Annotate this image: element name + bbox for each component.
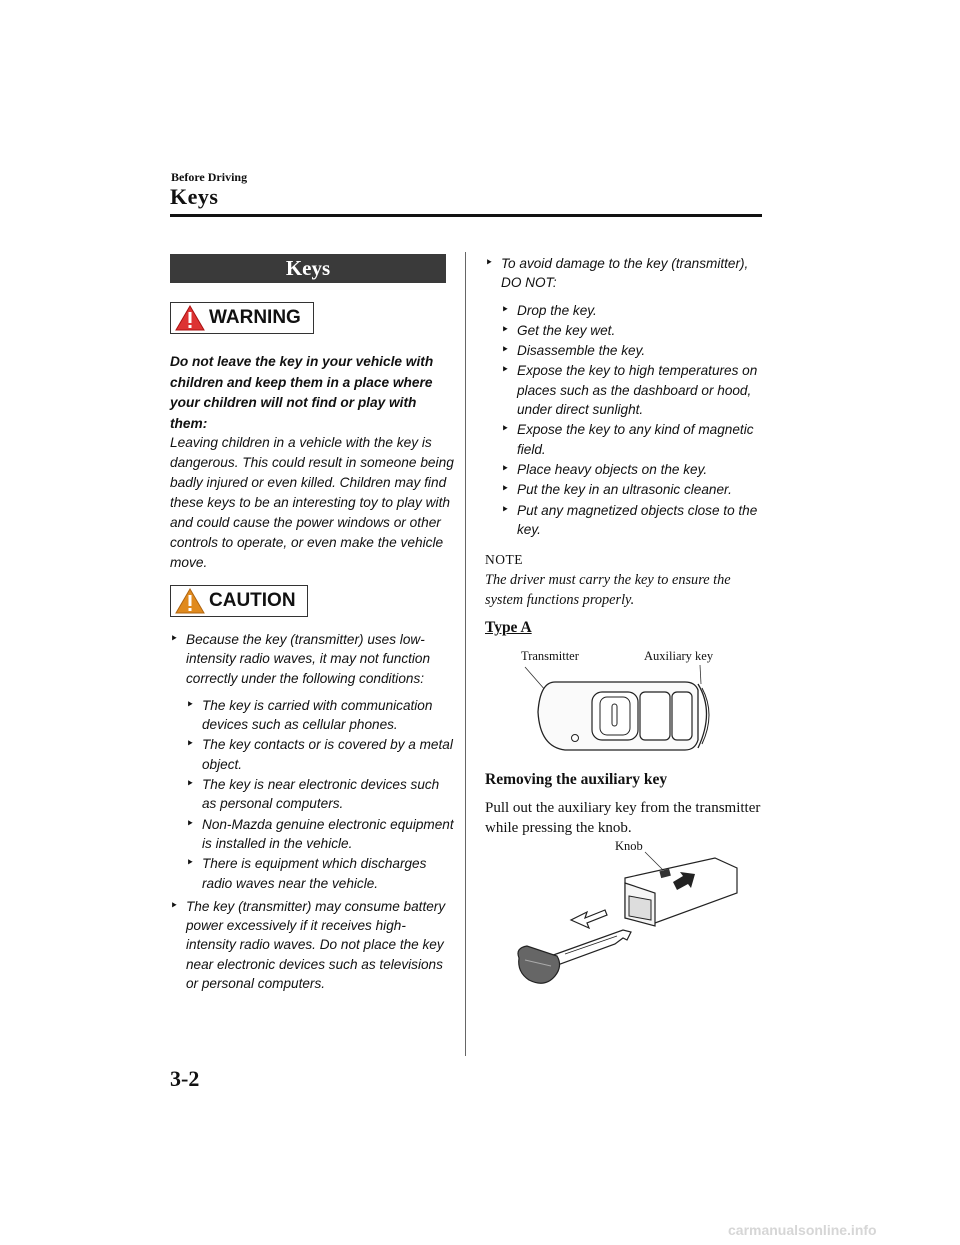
knob-label: Knob [615, 839, 643, 853]
column-divider [465, 252, 466, 1056]
warning-label [170, 302, 314, 334]
header-divider [170, 214, 762, 217]
note-text: The driver must carry the key to ensure the system functions properly. [485, 572, 731, 608]
warning-label-text: WARNING [209, 307, 301, 328]
type-a-heading: Type A [485, 619, 532, 636]
list-item: ‣ The key is near electronic devices such as personal computers. [186, 775, 455, 814]
note-label: NOTE [485, 552, 523, 567]
page-title: Keys [170, 184, 219, 209]
section-title: Keys [170, 254, 446, 283]
chapter-label: Before Driving [171, 170, 248, 184]
list-item: ‣ Drop the key. [501, 301, 770, 320]
removing-text: Pull out the auxiliary key from the transmitter while pressing the knob. [485, 800, 761, 836]
caution-list-left [170, 630, 455, 994]
auxiliary-key-label: Auxiliary key [644, 649, 714, 663]
transmitter-label: Transmitter [521, 649, 579, 663]
auxiliary-key-removal-illustration [505, 848, 740, 998]
list-item: ‣ Disassemble the key. [501, 341, 770, 360]
key-fob-illustration [520, 662, 720, 757]
list-item: ‣ Expose the key to high temperatures on places such as the dashboard or hood, under direct sunlight. [501, 361, 770, 419]
removing-heading: Removing the auxiliary key [485, 771, 668, 788]
warning-body: Leaving children in a vehicle with the key is dangerous. This could result in someone being badly injured or even killed. Children may find these keys to be an interesting toy to play with and could cause the power windows or other controls to operate, or even make the vehicle move. [170, 435, 454, 570]
list-item: ‣ Get the key wet. [501, 321, 770, 340]
list-item: ‣ Place heavy objects on the key. [501, 460, 770, 479]
list-item: ‣ Put any magnetized objects close to the key. [501, 501, 770, 540]
caution-list-right [485, 254, 770, 543]
list-item: ‣ The key contacts or is covered by a metal object. [186, 735, 455, 774]
caution-label-text: CAUTION [209, 590, 296, 611]
caution-triangle-icon [175, 588, 205, 614]
list-item: ‣ Because the key (transmitter) uses low-intensity radio waves, it may not function correctly under the following conditions: ‣ The key is carried with communication devices such as cellular phones. ‣ The key contacts or is covered by a metal object. ‣ The key is near electronic devices such as personal computers. ‣ Non-Mazda genuine electronic equipment is installed in the vehicle. ‣ There is equipment which discharges radio waves near the vehicle. [170, 630, 455, 893]
list-item: ‣ To avoid damage to the key (transmitter), DO NOT: ‣ Drop the key. ‣ Get the key wet. ‣ Disassemble the key. ‣ Expose the key to high temperatures on places such as the dashboard or hood, under direct sunlight. ‣ Expose the key to any kind of magnetic field. ‣ Place heavy objects on the key. ‣ Put the key in an ultrasonic cleaner. ‣ Put any magnetized objects close to the key. [485, 254, 770, 539]
list-item: ‣ The key is carried with communication devices such as cellular phones. [186, 696, 455, 735]
list-item: ‣ There is equipment which discharges radio waves near the vehicle. [186, 854, 455, 893]
warning-heading: Do not leave the key in your vehicle with children and keep them in a place where your children will not find or play with them: [170, 354, 434, 431]
caution-label [170, 585, 308, 617]
list-item: ‣ The key (transmitter) may consume battery power excessively if it receives high-intensity radio waves. Do not place the key near electronic devices such as televisions or personal computers. [170, 897, 455, 993]
list-item: ‣ Non-Mazda genuine electronic equipment is installed in the vehicle. [186, 815, 455, 854]
watermark: carmanualsonline.info [728, 1222, 877, 1238]
list-item: ‣ Put the key in an ultrasonic cleaner. [501, 480, 770, 499]
list-item: ‣ Expose the key to any kind of magnetic field. [501, 420, 770, 459]
warning-triangle-icon [175, 305, 205, 331]
page-number: 3-2 [170, 1066, 200, 1091]
